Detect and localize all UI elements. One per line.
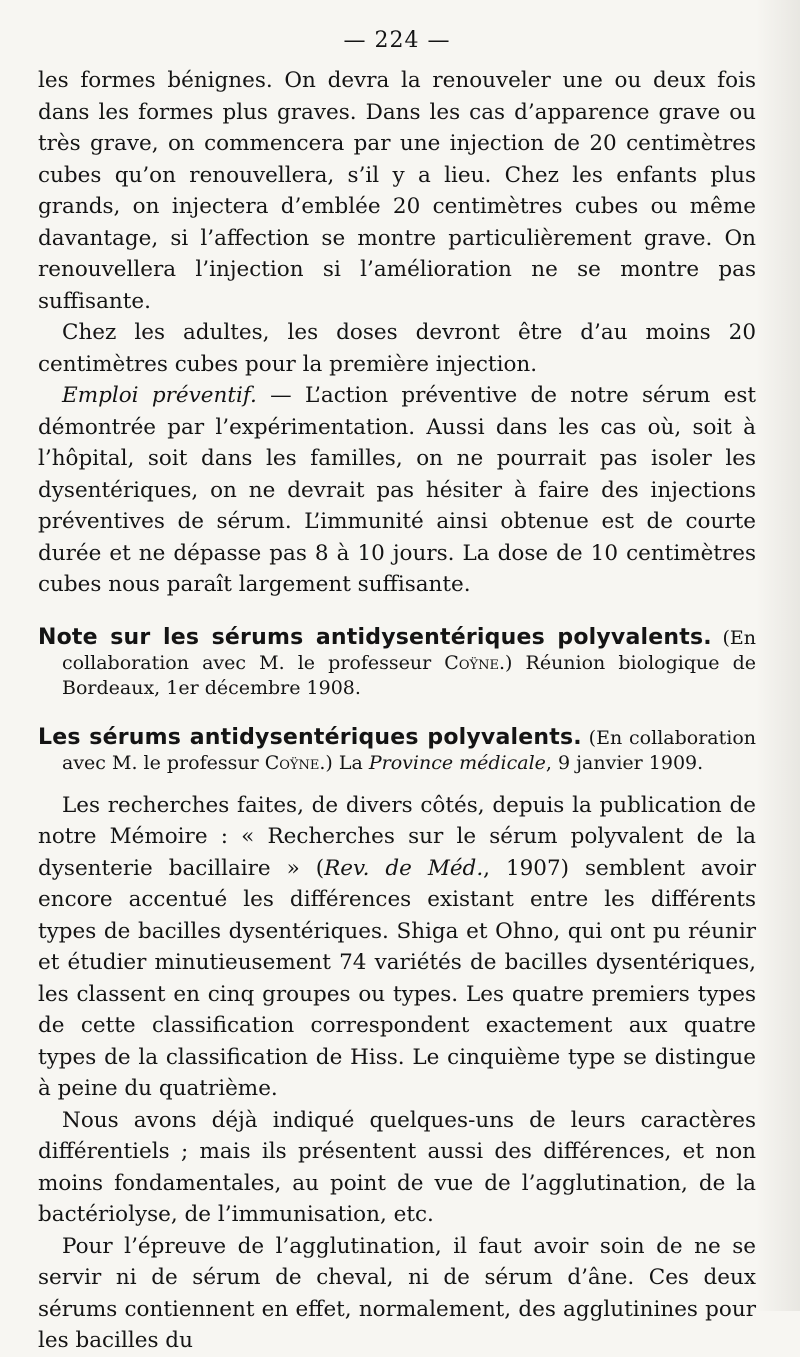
reference-title-note: Note sur les sérums antidysentériques polyvalents.: [38, 624, 712, 650]
page-number: — 224 —: [343, 28, 451, 53]
section-heading-emploi-preventif: Emploi préventif.: [62, 383, 257, 408]
reference-journal: Province médicale: [368, 751, 546, 774]
scan-edge-shadow: [756, 0, 800, 1311]
reference-author: Coÿne: [444, 651, 499, 674]
recherches-text-continued: , 1907) semblent avoir encore accentué les différences existant entre les différents types de bacilles dysentériques. Shiga et Ohno, qui ont pu réunir et étudier minutieusement 74 variétés de bacilles dysentériques, les classent en cinq groupes ou types. Les quatre premiers types de cette classification correspondent exactement aux quatre types de la classification de Hiss. Le cinquième type se distingue à peine du quatrième.: [38, 855, 756, 1101]
reference-source: .) Réunion biologique de Bordeaux, 1er décembre 1908.: [62, 651, 756, 699]
paragraph-dosage-children: les formes bénignes. On devra la renouveler une ou deux fois dans les formes plus graves. Dans les cas d’apparence grave ou très grave, on commencera par une injection de 20 centimètres cubes qu’on renouvellera, s’il y a lieu. Chez les enfants plus grands, on injectera d’emblée 20 centimètres cubes ou même davantage, si l’affection se montre particulièrement grave. On renouvellera l’injection si l’amélioration ne se montre pas suffisante.: [38, 68, 756, 314]
emploi-text: — L’action préventive de notre sérum est démontrée par l’expérimentation. Aussi dans les cas où, soit à l’hôpital, soit dans les familles, on ne pourrait pas isoler les dysentériques, on ne devrait pas hésiter à faire des injections préventives de sérum. L’immunité ainsi obtenue est de courte durée et ne dépasse pas 8 à 10 jours. La dose de 10 centimètres cubes nous paraît largement suffisante.: [38, 383, 756, 597]
reference-entry-note: [38, 625, 756, 701]
paragraph-recherches: [38, 790, 756, 1105]
citation-rev-med: Rev. de Méd.: [324, 855, 484, 881]
reference-author: Coÿne: [264, 751, 320, 774]
paragraph-agglutination: Pour l’épreuve de l’agglutination, il faut avoir soin de ne se servir ni de sérum de cheval, ni de sérum d’âne. Ces deux sérums contiennent en effet, normalement, des agglutinines pour les bacilles du: [38, 1233, 756, 1353]
reference-collab-text: (En collaboration avec M. le professeur: [62, 626, 756, 674]
reference-collab-text: (En collaboration avec M. le professur: [62, 726, 756, 774]
recherches-text: Les recherches faites, de divers côtés, depuis la publication de notre Mémoire : « Recherches sur le sérum polyvalent de la dysenterie bacillaire » (: [38, 792, 756, 881]
paragraph-dosage-adults: Chez les adultes, les doses devront être d’au moins 20 centimètres cubes pour la première injection.: [38, 320, 756, 377]
reference-date: , 9 janvier 1909.: [545, 751, 704, 774]
reference-connector: .) La: [319, 751, 369, 774]
paragraph-emploi-preventif: [38, 380, 756, 601]
reference-title-serums: Les sérums antidysentériques polyvalents.: [38, 724, 582, 750]
paragraph-caracteres: Nous avons déjà indiqué quelques-uns de leurs caractères différentiels ; mais ils présentent aussi des différences, et non moins fondamentales, au point de vue de l’agglutination, de la bactériolyse, de l’immunisation, etc.: [38, 1107, 756, 1227]
reference-entry-serums: [38, 725, 756, 776]
